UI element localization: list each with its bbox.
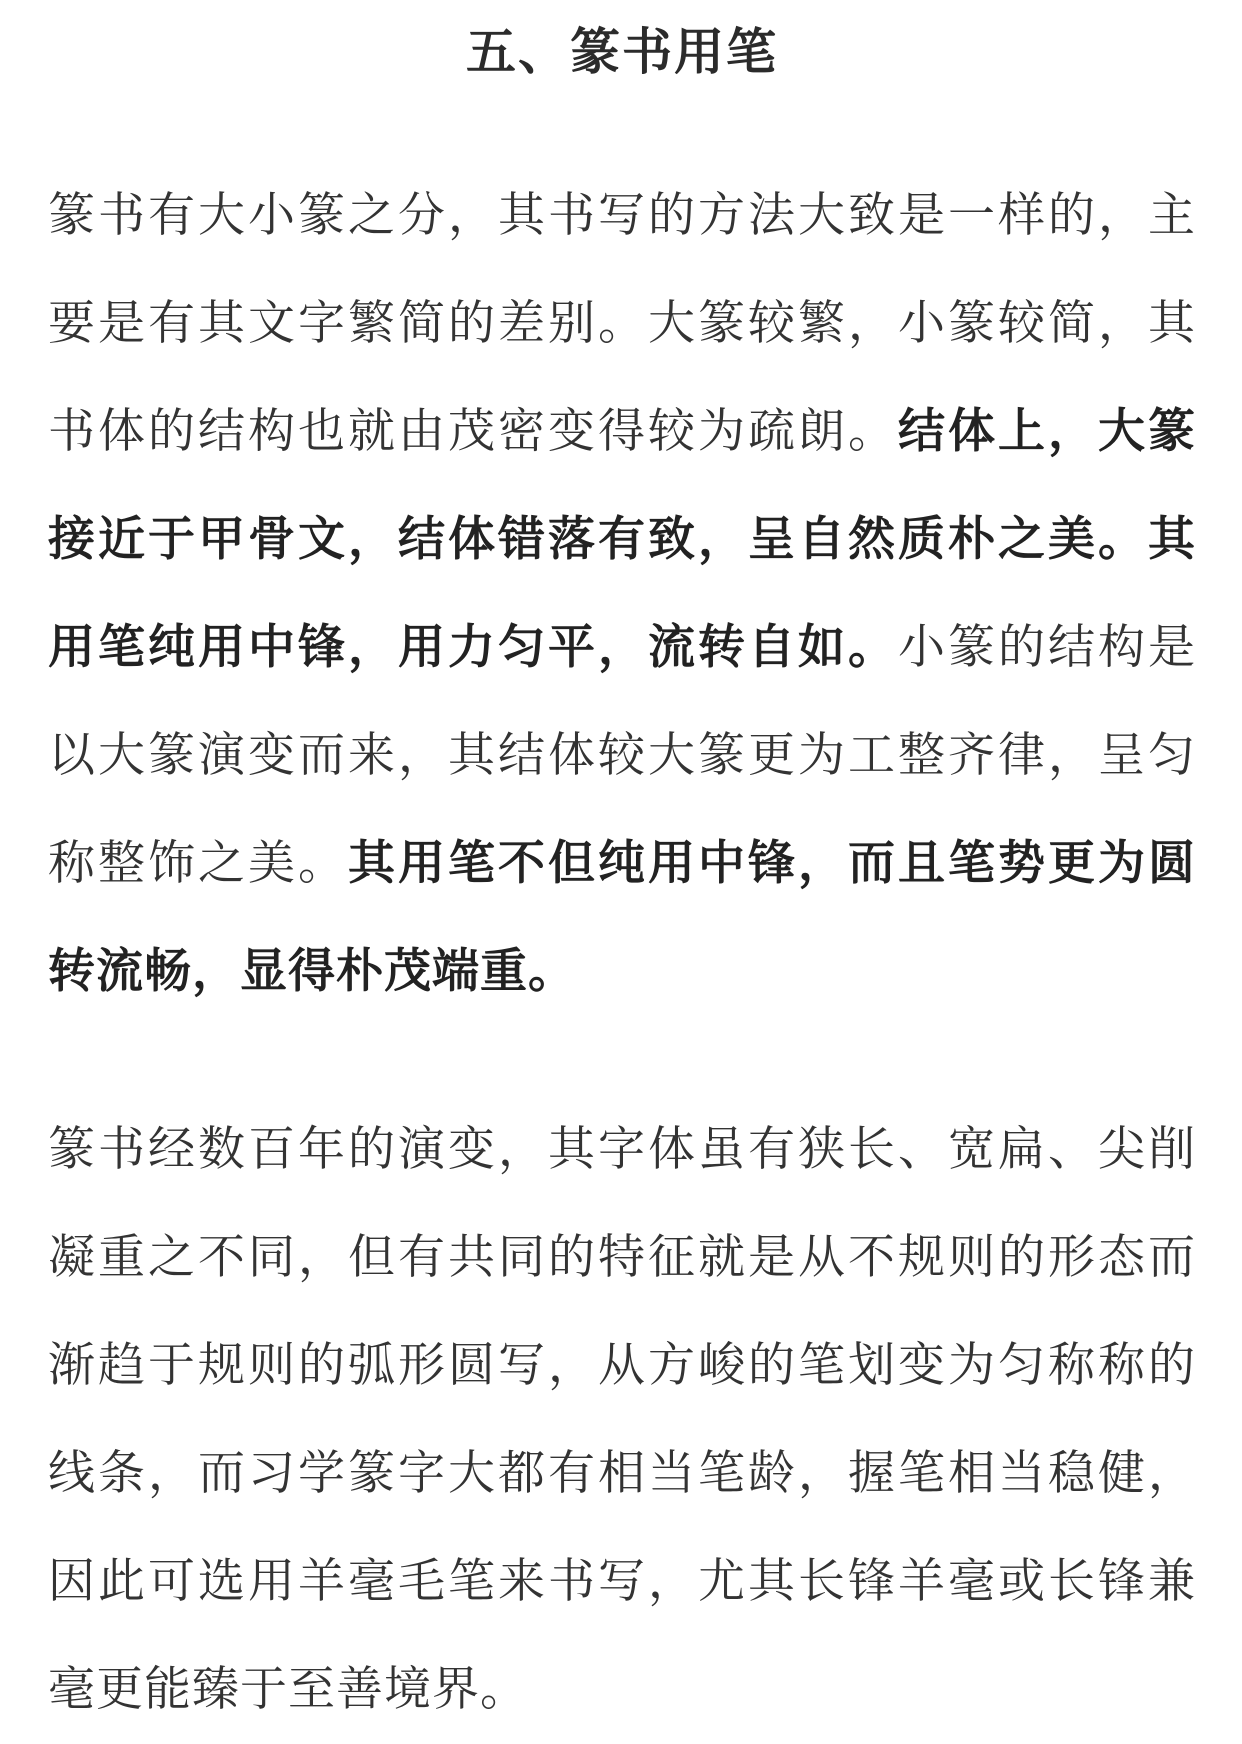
paragraph-1-text-2: 小篆的结构是以大篆演变而来，其结体较大篆更为工整齐律，呈匀称整饰之美。 — [48, 620, 1196, 891]
paragraph-1-bold-2: 其用笔不但纯用中锋，而且笔势更为圆转流畅，显得朴茂端重。 — [48, 836, 1196, 999]
paragraph-1-text-1: 篆书有大小篆之分，其书写的方法大致是一样的，主要是有其文字繁简的差别。大篆较繁，小篆较简，其书体的结构也就由茂密变得较为疏朗。 — [48, 188, 1196, 459]
article — [48, 0, 1196, 1744]
paragraph-1 — [48, 162, 1196, 1026]
article-title: 五、篆书用笔 — [466, 23, 778, 81]
paragraph-1-bold-1: 结体上，大篆接近于甲骨文，结体错落有致，呈自然质朴之美。其用笔纯用中锋，用力匀平，流转自如。 — [48, 404, 1196, 675]
paragraph-2: 篆书经数百年的演变，其字体虽有狭长、宽扁、尖削凝重之不同，但有共同的特征就是从不规则的形态而渐趋于规则的弧形圆写，从方峻的笔划变为匀称称的线条，而习学篆字大都有相当笔龄，握笔相当稳健，因此可选用羊毫毛笔来书写，尤其长锋羊毫或长锋兼毫更能臻于至善境界。 — [48, 1122, 1196, 1717]
